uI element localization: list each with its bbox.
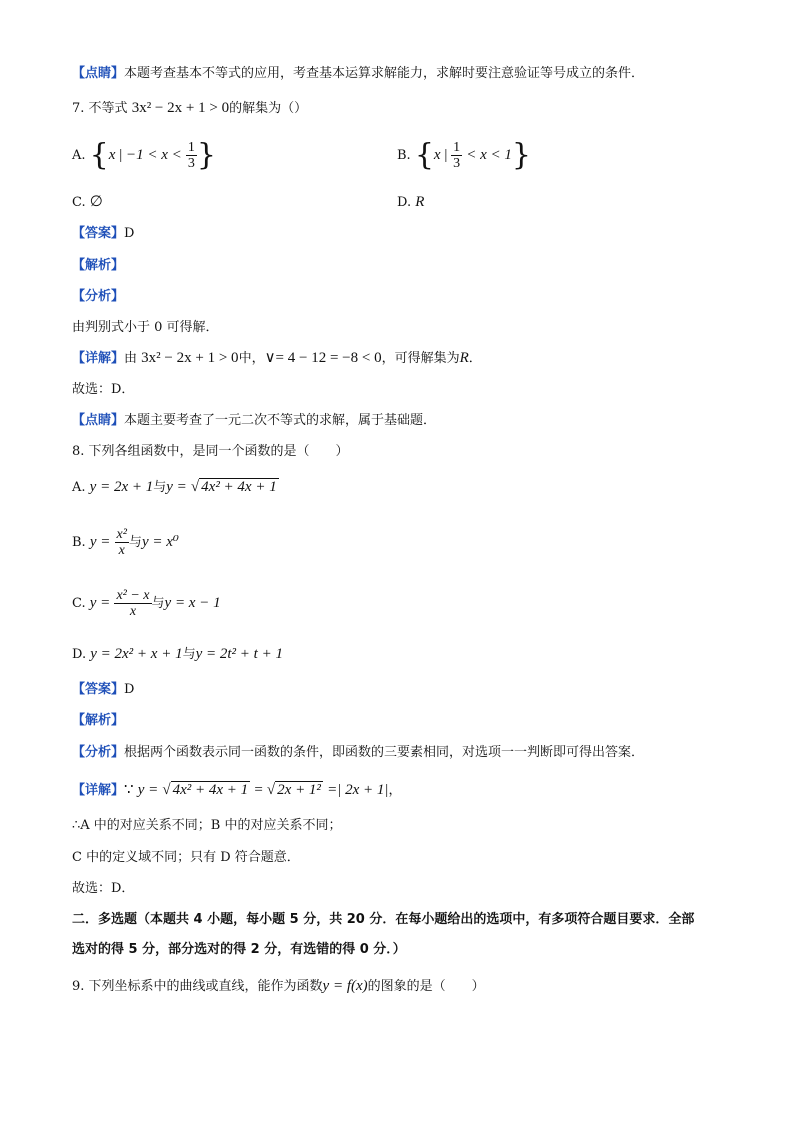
- detail-post: ，可得解集为: [381, 351, 460, 366]
- option-label: D.: [72, 647, 87, 662]
- fenxi-tag: 【分析】: [72, 289, 125, 304]
- q7-option-b: B. {x | $\frac{1}{3}$ < x < 1}: [397, 137, 531, 173]
- radicand-2: 2x + 1²: [277, 782, 321, 798]
- choose-7: [72, 380, 134, 400]
- connector: 与: [153, 480, 167, 495]
- detail-tag: 【详解】: [72, 783, 125, 798]
- conclusion-ab: [72, 816, 341, 836]
- section-2-heading-line1: [72, 910, 694, 930]
- q7-number: 7. 不等式: [72, 101, 128, 116]
- fenxi-7-text: [72, 318, 219, 338]
- answer-tag: 【答案】: [72, 682, 125, 697]
- comma: ，: [388, 783, 402, 798]
- brace-right: }: [196, 137, 216, 173]
- option-label: B.: [72, 535, 86, 550]
- radicand-1: 4x² + 4x + 1: [172, 782, 249, 798]
- conclusion-text: ∴A 中的对应关系不同；B 中的对应关系不同；: [72, 818, 342, 833]
- analysis-8-header: [72, 711, 124, 731]
- fraction: [451, 140, 462, 171]
- func-2: y = x⁰: [141, 534, 179, 550]
- because-symbol: ∵: [124, 782, 134, 798]
- q8-option-a: A. y = 2x + 1与y = √ 4x² + 4x + 1: [72, 479, 277, 495]
- section-2-heading-line2: [72, 940, 406, 960]
- answer-value: D: [124, 226, 135, 241]
- brace-right: }: [511, 137, 531, 173]
- fenxi-7-header: [72, 287, 124, 307]
- frac-den: x: [118, 543, 125, 558]
- option-label: C.: [72, 195, 86, 210]
- connector: 与: [182, 647, 196, 662]
- equals: =: [254, 782, 263, 798]
- note-line: [72, 64, 644, 84]
- q7-inequality: 3x² − 2x + 1 > 0: [131, 100, 230, 116]
- set-var: x: [108, 147, 116, 163]
- note-tag: 【点睛】: [72, 66, 125, 81]
- q7-option-c: [72, 192, 103, 213]
- analysis-7-header: [72, 256, 124, 276]
- fenxi-text: 根据两个函数表示同一函数的条件，即函数的三要素相同，对选项一一判断即可得出答案．: [124, 745, 645, 760]
- note-text: 本题考查基本不等式的应用，考查基本运算求解能力，求解时要注意验证等号成立的条件．: [124, 66, 645, 81]
- q9-tail: 的图象的是（ ）: [367, 979, 485, 994]
- option-label: B.: [397, 148, 411, 163]
- q9-expr: y = f(x): [322, 978, 368, 994]
- set-var: x: [433, 147, 441, 163]
- func-2: y = x − 1: [164, 595, 221, 611]
- connector: 与: [151, 596, 165, 611]
- option-value: R: [415, 194, 425, 210]
- q8-stem-text: 8. 下列各组函数中，是同一个函数的是（ ）: [72, 444, 349, 459]
- q8-option-c: [72, 588, 221, 619]
- question-7-stem: [72, 98, 307, 119]
- frac-num: x²: [116, 527, 127, 542]
- func-1-pre: y =: [89, 534, 111, 550]
- summary-7: [72, 411, 436, 431]
- frac-den: 3: [187, 156, 195, 171]
- q7-tail: 的解集为（）: [229, 101, 308, 116]
- conclusion-cd: [72, 848, 300, 868]
- frac-num: x² − x: [116, 588, 150, 603]
- set-cond: −1 < x <: [125, 147, 182, 163]
- q8-option-d: [72, 644, 283, 665]
- option-value: ∅: [89, 194, 103, 210]
- fraction: [114, 588, 151, 619]
- detail-end: ．: [468, 351, 482, 366]
- fraction: [115, 527, 129, 558]
- connector: 与: [128, 535, 142, 550]
- detail-expr: 3x² − 2x + 1 > 0: [141, 350, 239, 366]
- frac-num: 1: [453, 140, 461, 155]
- func-2-pre: y =: [166, 479, 187, 495]
- func-2-radicand: 4x² + 4x + 1: [201, 479, 277, 495]
- option-label: C.: [72, 596, 86, 611]
- answer-tag: 【答案】: [72, 226, 125, 241]
- option-label: D.: [397, 195, 412, 210]
- option-label: A.: [72, 480, 86, 495]
- option-label: A.: [72, 148, 86, 163]
- analysis-tag: 【解析】: [72, 713, 125, 728]
- func-1: y = 2x² + x + 1: [90, 646, 183, 662]
- frac-num: 1: [187, 140, 195, 155]
- question-9-stem: [72, 976, 485, 997]
- detail-mid: 中，: [238, 351, 265, 366]
- q7-option-a: A. {x | −1 < x < $\frac{1}{3}$ }: [72, 137, 216, 173]
- frac-den: x: [129, 604, 137, 619]
- detail-7: [72, 348, 482, 369]
- answer-8: [72, 680, 134, 700]
- question-8-stem: [72, 442, 349, 462]
- detail-tag: 【详解】: [72, 351, 125, 366]
- q7-option-d: [397, 192, 424, 213]
- q8-option-b: [72, 527, 179, 558]
- section-heading-text: 选对的得 5 分，部分选对的得 2 分，有选错的得 0 分．）: [72, 942, 406, 957]
- choose-text: 故选：D．: [72, 382, 135, 397]
- detail-R: R: [459, 350, 469, 366]
- func-2: y = 2t² + t + 1: [195, 646, 283, 662]
- fraction: [186, 140, 197, 171]
- detail-delta: ∨= 4 − 12 = −8 < 0: [264, 350, 382, 366]
- detail-pre: 由: [124, 351, 138, 366]
- brace-left: {: [89, 137, 109, 173]
- fenxi-tag: 【分析】: [72, 745, 125, 760]
- choose-8: [72, 879, 134, 899]
- analysis-tag: 【解析】: [72, 258, 125, 273]
- fenxi-8: [72, 743, 644, 763]
- section-heading-text: 二．多选题（本题共 4 小题，每小题 5 分，共 20 分．在每小题给出的选项中，有多项符合题目要求．全部: [72, 912, 695, 927]
- summary-text: 本题主要考查了一元二次不等式的求解，属于基础题．: [124, 413, 437, 428]
- answer-value: D: [124, 682, 135, 697]
- answer-7: [72, 224, 134, 244]
- func-1-pre: y =: [89, 595, 111, 611]
- brace-left: {: [414, 137, 434, 173]
- set-cond: < x < 1: [466, 147, 512, 163]
- detail-pre: y =: [137, 782, 159, 798]
- q9-stem-text: 9. 下列坐标系中的曲线或直线，能作为函数: [72, 979, 323, 994]
- detail-8: 【详解】∵ y = √ 4x² + 4x + 1 = √ 2x + 1² =| 2x + 1|，: [72, 782, 402, 798]
- summary-tag: 【点睛】: [72, 413, 125, 428]
- choose-text: 故选：D．: [72, 881, 135, 896]
- fenxi-text: 由判别式小于 0 可得解．: [72, 320, 219, 335]
- abs-expr: =| 2x + 1|: [327, 782, 389, 798]
- frac-den: 3: [453, 156, 461, 171]
- conclusion-text: C 中的定义域不同；只有 D 符合题意．: [72, 850, 300, 865]
- func-1: y = 2x + 1: [89, 479, 154, 495]
